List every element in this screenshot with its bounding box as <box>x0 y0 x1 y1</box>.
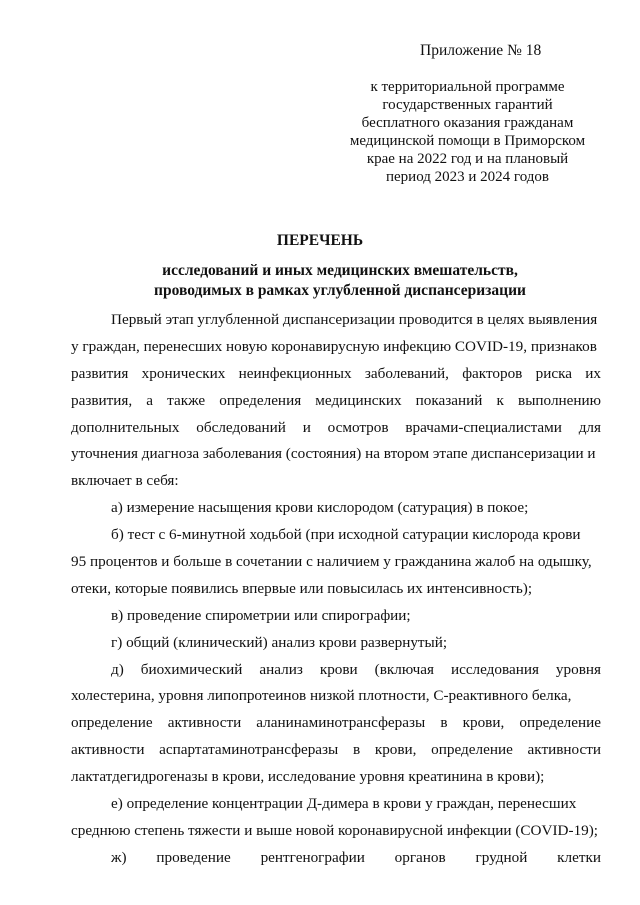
list-item-e: е) определение концентрации Д-димера в крови у граждан, перенесших <box>111 795 577 813</box>
paragraph-line: лактатдегидрогеназы в крови, исследование уровня креатинина в крови); <box>71 768 545 786</box>
document-heading: ПЕРЕЧЕНЬ <box>276 232 364 249</box>
document-subheading <box>0 261 640 301</box>
paragraph-line: 95 процентов и больше в сочетании с наличием у гражданина жалоб на одышку, <box>71 553 592 571</box>
list-item-v: в) проведение спирометрии или спирографии; <box>111 606 411 624</box>
appendix-reference-line: к территориальной программе <box>370 79 565 95</box>
paragraph-line: развития, а также определения медицинских показаний к выполнению <box>71 391 601 409</box>
paragraph-line: активности аспартатаминотрансферазы в крови, определение активности <box>71 741 601 759</box>
appendix-reference <box>340 78 595 186</box>
subheading-line: исследований и иных медицинских вмешательств, <box>162 262 518 279</box>
paragraph-line: холестерина, уровня липопротеинов низкой плотности, С-реактивного белка, <box>71 687 572 705</box>
subheading-line: проводимых в рамках углубленной диспансеризации <box>154 282 526 299</box>
list-item-a: а) измерение насыщения крови кислородом (сатурация) в покое; <box>111 499 529 517</box>
paragraph-line: определение активности аланинаминотрансферазы в крови, определение <box>71 714 601 732</box>
list-item-g: г) общий (клинический) анализ крови развернутый; <box>111 633 448 651</box>
paragraph-line: развития хронических неинфекционных заболеваний, факторов риска их <box>71 364 601 382</box>
paragraph-line: уточнения диагноза заболевания (состояния) на втором этапе диспансеризации и <box>71 445 596 463</box>
appendix-reference-line: государственных гарантий <box>382 97 553 113</box>
paragraph-line: отеки, которые появились впервые или повысилась их интенсивность); <box>71 579 533 597</box>
appendix-title: Приложение № 18 <box>420 42 542 59</box>
appendix-reference-line: медицинской помощи в Приморском <box>349 133 586 149</box>
paragraph-line: среднюю степень тяжести и выше новой коронавирусной инфекции (COVID-19); <box>71 821 599 839</box>
list-item-d: д) биохимический анализ крови (включая исследования уровня <box>111 660 601 678</box>
appendix-reference-line: крае на 2022 год и на плановый <box>366 151 569 167</box>
list-item-b: б) тест с 6-минутной ходьбой (при исходной сатурации кислорода крови <box>111 526 581 544</box>
appendix-reference-line: бесплатного оказания гражданам <box>361 115 574 131</box>
paragraph-line: у граждан, перенесших новую коронавирусную инфекцию COVID-19, признаков <box>71 337 597 355</box>
paragraph-line: дополнительных обследований и осмотров врачами-специалистами для <box>71 418 601 436</box>
document-body <box>71 307 601 872</box>
paragraph-line: Первый этап углубленной диспансеризации проводится в целях выявления <box>111 311 598 328</box>
list-item-zh: ж) проведение рентгенографии органов грудной клетки <box>111 848 601 866</box>
paragraph-line: включает в себя: <box>71 472 179 490</box>
appendix-reference-line: период 2023 и 2024 годов <box>385 169 549 185</box>
